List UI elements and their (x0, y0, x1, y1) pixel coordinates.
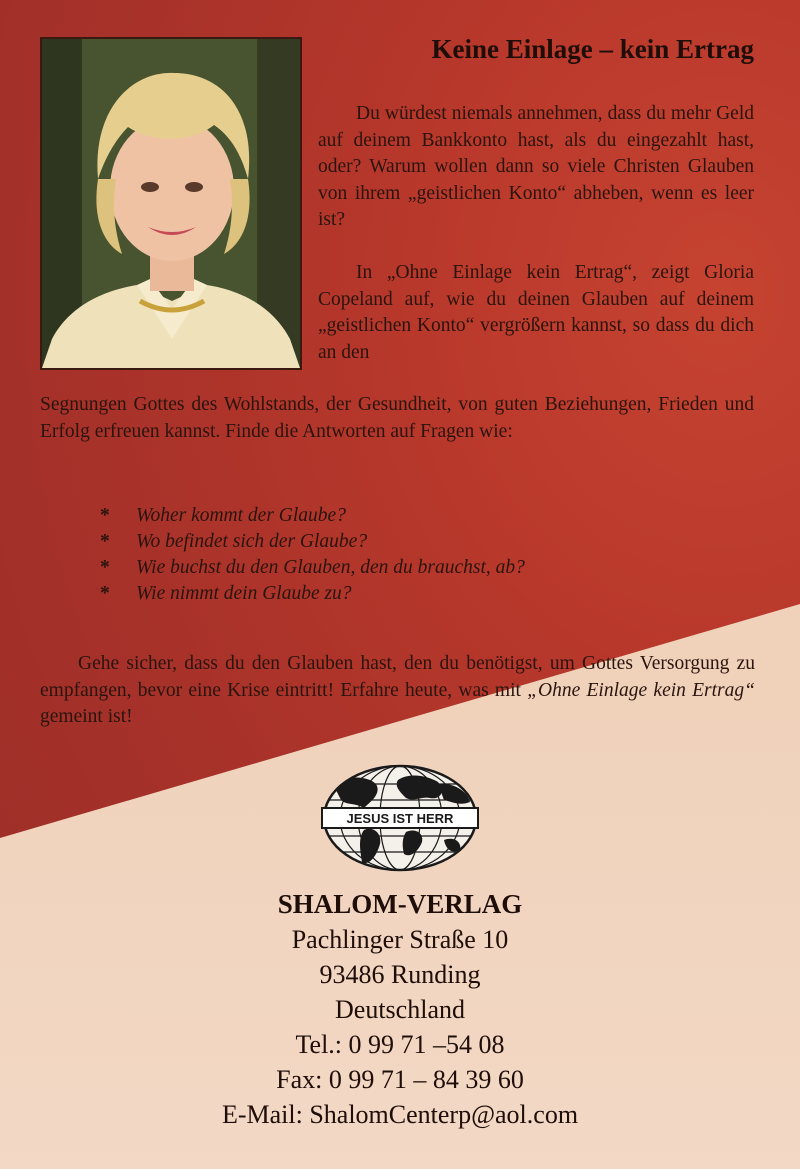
bullet-star-icon: * (100, 505, 110, 526)
description-paragraph-top: In „Ohne Einlage kein Ertrag“, zeigt Gloria Copeland auf, wie du deinen Glauben auf deinem „geistlichen Konto“ vergrößern kannst, so dass du dich an den (318, 262, 754, 363)
publisher-name: SHALOM-VERLAG (277, 889, 523, 919)
list-item: * Wo befindet sich der Glaube? (100, 529, 525, 555)
publisher-fax: Fax: 0 99 71 – 84 39 60 (276, 1065, 524, 1094)
question-list (100, 503, 525, 607)
bullet-star-icon: * (100, 531, 110, 552)
globe-logo (310, 762, 490, 874)
publisher-street: Pachlinger Straße 10 (291, 925, 509, 954)
publisher-address (0, 886, 800, 1132)
description-paragraph-bottom: Segnungen Gottes des Wohlstands, der Gesundheit, von guten Beziehungen, Frieden und Erfolg erfreuen kannst. Finde die Antworten auf Fragen wie: (40, 394, 754, 442)
bullet-star-icon: * (100, 557, 110, 578)
publisher-city: 93486 Runding (319, 960, 481, 989)
page-title: Keine Einlage – kein Ertrag (431, 34, 754, 64)
list-item: * Wie nimmt dein Glaube zu? (100, 581, 525, 607)
closing-paragraph: Gehe sicher, dass du den Glauben hast, den du benötigst, um Gottes Versorgung zu empfangen, bevor eine Krise eintritt! Erfahre heute, was mit „Ohne Einlage kein Ertrag“ gemeint ist! (40, 653, 755, 727)
logo-label: JESUS IST HERR (346, 811, 454, 826)
author-photo (40, 37, 302, 370)
publisher-email: E-Mail: ShalomCenterp@aol.com (221, 1100, 579, 1129)
bullet-star-icon: * (100, 583, 110, 604)
publisher-country: Deutschland (335, 995, 465, 1024)
intro-paragraph: Du würdest niemals annehmen, dass du mehr Geld auf deinem Bankkonto hast, als du eingezahlt hast, oder? Warum wollen dann so viele Christen Glauben von ihrem „geistlichen Konto“ abheben, wenn es leer ist? (318, 103, 754, 230)
author-photo-illustration (42, 39, 300, 368)
publisher-phone: Tel.: 0 99 71 –54 08 (295, 1030, 505, 1059)
list-item: * Woher kommt der Glaube? (100, 503, 525, 529)
list-item: * Wie buchst du den Glauben, den du brauchst, ab? (100, 555, 525, 581)
